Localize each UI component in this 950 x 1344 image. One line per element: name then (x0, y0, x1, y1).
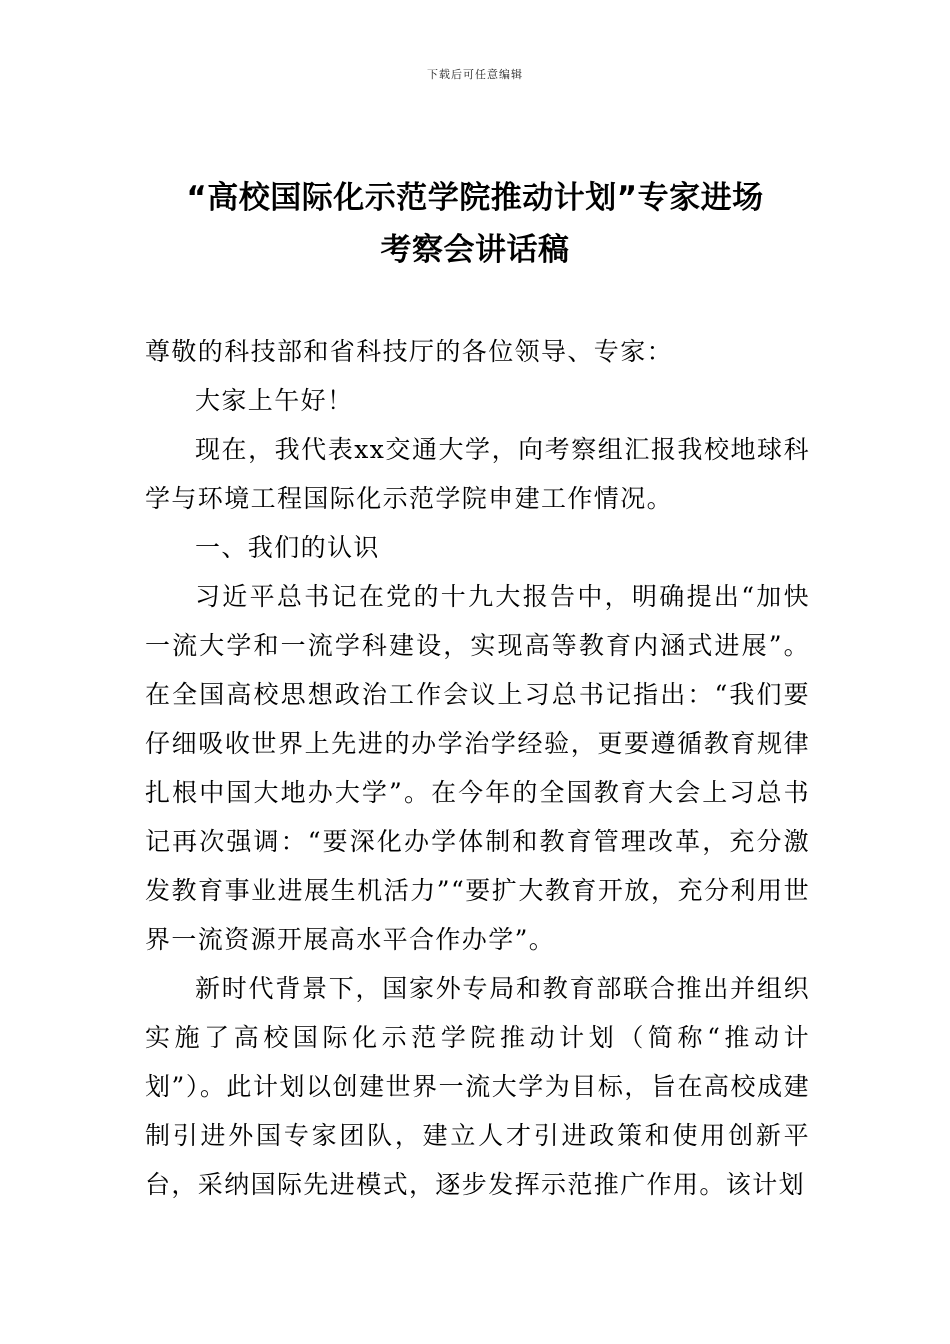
header-note: 下载后可任意编辑 (427, 68, 523, 81)
document-title (120, 172, 830, 276)
document-body (145, 327, 810, 1209)
section-heading: 一、我们的认识 (195, 533, 380, 562)
greeting: 大家上午好！ (195, 386, 354, 415)
title-line-2: 考察会讲话稿 (380, 232, 570, 268)
body-paragraph: 新时代背景下，国家外专局和教育部联合推出并组织实施了高校国际化示范学院推动计划（简称“推动计划”）。此计划以创建世界一流大学为目标，旨在高校成建制引进外国专家团队，建立人才引进政策和使用创新平台，采纳国际先进模式，逐步发挥示范推广作用。该计划 (145, 974, 810, 1199)
salutation: 尊敬的科技部和省科技厅的各位领导、专家： (145, 337, 674, 366)
body-paragraph: 习近平总书记在党的十九大报告中，明确提出“加快一流大学和一流学科建设，实现高等教育内涵式进展”。在全国高校思想政治工作会议上习总书记指出：“我们要仔细吸收世界上先进的办学治学经验，更要遵循教育规律扎根中国大地办大学”。在今年的全国教育大会上习总书记再次强调：“要深化办学体制和教育管理改革，充分激发教育事业进展生机活力”“要扩大教育开放，充分利用世界一流资源开展高水平合作办学”。 (145, 582, 810, 954)
body-paragraph: 现在，我代表xx交通大学，向考察组汇报我校地球科学与环境工程国际化示范学院申建工作情况。 (145, 435, 810, 513)
title-line-1: “高校国际化示范学院推动计划”专家进场 (186, 180, 764, 216)
